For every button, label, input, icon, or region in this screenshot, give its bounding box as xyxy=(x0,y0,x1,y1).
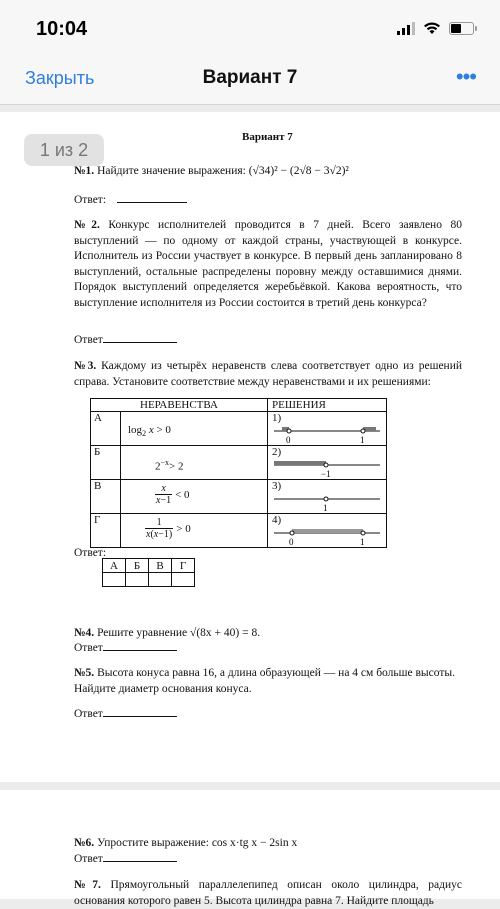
solution-number: 1) xyxy=(272,412,282,424)
table-header-row xyxy=(91,399,387,412)
status-time: 10:04 xyxy=(36,18,88,40)
question-text: Решите уравнение √(8x + 40) = 8. xyxy=(97,627,261,639)
row-solution xyxy=(268,514,387,548)
tick-label-0: 0 xyxy=(286,435,291,445)
inequalities-table xyxy=(90,398,387,548)
solution-number: 2) xyxy=(272,446,282,458)
row-inequality: 1 x(x−1) > 0 xyxy=(121,514,268,548)
page-indicator: 1 из 2 xyxy=(24,134,104,166)
question-5 xyxy=(74,666,464,697)
answer-grid-letter: В xyxy=(149,559,172,573)
row-solution xyxy=(268,446,387,480)
battery-icon xyxy=(449,22,474,35)
question-3 xyxy=(74,359,462,390)
row-inequality: $\log_2 x > 0$ xyxy=(121,412,268,446)
tick-label-0: −1 xyxy=(321,469,331,479)
answer-line-1 xyxy=(74,192,187,209)
question-1 xyxy=(74,164,349,180)
number-line-graph xyxy=(268,489,386,513)
question-number: №3. xyxy=(74,360,97,372)
number-line-graph xyxy=(268,455,386,479)
row-solution xyxy=(268,412,387,446)
question-number: №5. xyxy=(74,667,95,679)
question-text: Прямоугольный параллелепипед описан около цилиндра, радиус основания которого равен 5. Высота цилиндра равна 7. Найдите площадь xyxy=(74,879,463,907)
answer-cell[interactable] xyxy=(172,573,195,587)
answer-label: Ответ xyxy=(74,708,103,720)
number-line-graph xyxy=(268,523,386,547)
cellular-signal-icon xyxy=(397,22,415,35)
close-button[interactable]: Закрыть xyxy=(25,68,95,88)
row-solution xyxy=(268,480,387,514)
header-inequalities: НЕРАВЕНСТВА xyxy=(91,399,268,412)
variant-heading: Вариант 7 xyxy=(242,131,293,143)
header-solutions: РЕШЕНИЯ xyxy=(268,399,387,412)
row-letter: А xyxy=(91,412,121,446)
table-row xyxy=(91,514,387,548)
solution-number: 4) xyxy=(272,514,282,526)
table-row xyxy=(91,412,387,446)
tick-label-0: 0 xyxy=(289,537,294,547)
question-number: №6. xyxy=(74,837,95,849)
question-7 xyxy=(74,878,462,909)
answer-grid-letter: Б xyxy=(126,559,149,573)
answer-grid-header xyxy=(103,559,195,573)
row-letter: Б xyxy=(91,446,121,480)
row-letter: Г xyxy=(91,514,121,548)
number-line-graph xyxy=(268,421,386,445)
status-icons xyxy=(397,22,474,35)
answer-blank xyxy=(103,706,177,717)
answer-label: Ответ xyxy=(74,642,103,654)
question-6 xyxy=(74,836,297,852)
answer-cell[interactable] xyxy=(103,573,126,587)
question-text: Конкурс исполнителей проводится в 7 дней. Всего заявлено 80 выступлений — по одному от каждой страны, участвующей в конкурсе. Исполнитель из России участвует в конкурсе. В первый день запланировано 8 выступлений, остальные распределены поровну между оставшимися днями. Порядок выступлений определяется жеребьёвкой. Какова вероятность, что выступление исполнителя из России состоится в третий день конкурса? xyxy=(74,219,463,309)
document-title: Вариант 7 xyxy=(202,67,298,88)
answer-grid-blank-row xyxy=(103,573,195,587)
answer-line-5 xyxy=(74,706,177,723)
answer-line-4 xyxy=(74,640,177,657)
answer-grid-letter: Г xyxy=(172,559,195,573)
question-text: Упростите выражение: cos x·tg x − 2sin x xyxy=(97,837,298,849)
question-2 xyxy=(74,218,462,311)
answer-label: Ответ xyxy=(74,334,103,346)
navigation-bar xyxy=(0,58,500,105)
question-number: №4. xyxy=(74,627,95,639)
answer-line-2 xyxy=(74,332,177,349)
tick-label-1: 1 xyxy=(360,537,365,547)
status-bar xyxy=(0,0,500,58)
tick-label-0: 1 xyxy=(323,503,328,513)
answer-cell[interactable] xyxy=(126,573,149,587)
answer-blank xyxy=(103,332,177,343)
more-options-button[interactable]: ••• xyxy=(455,64,476,89)
row-inequality: x x−1 < 0 xyxy=(121,480,268,514)
answer-grid-letter: А xyxy=(103,559,126,573)
answer-grid xyxy=(102,558,195,587)
question-text: Найдите значение выражения: (√34)² − (2√8 − 3√2)² xyxy=(97,165,349,177)
answer-line-6 xyxy=(74,851,177,868)
question-text: Каждому из четырёх неравенств слева соответствует одно из решений справа. Установите соответствие между неравенствами и их решениями: xyxy=(74,360,463,388)
table-row xyxy=(91,480,387,514)
solution-number: 3) xyxy=(272,480,282,492)
table-row xyxy=(91,446,387,480)
question-number: №2. xyxy=(74,219,100,231)
row-inequality: $2^{-x}> 2$ xyxy=(121,446,268,480)
question-number: №1. xyxy=(74,165,95,177)
tick-label-1: 1 xyxy=(360,435,365,445)
answer-label-3: Ответ: xyxy=(74,547,107,559)
answer-label: Ответ: xyxy=(74,194,107,206)
answer-blank xyxy=(117,192,187,203)
answer-blank xyxy=(103,851,177,862)
wifi-icon xyxy=(423,22,441,35)
question-number: №7. xyxy=(74,879,101,891)
answer-blank xyxy=(103,640,177,651)
answer-label: Ответ xyxy=(74,853,103,865)
row-letter: В xyxy=(91,480,121,514)
answer-cell[interactable] xyxy=(149,573,172,587)
question-text: Высота конуса равна 16, а длина образующей — на 4 см больше высоты. Найдите диаметр основания конуса. xyxy=(74,667,455,695)
